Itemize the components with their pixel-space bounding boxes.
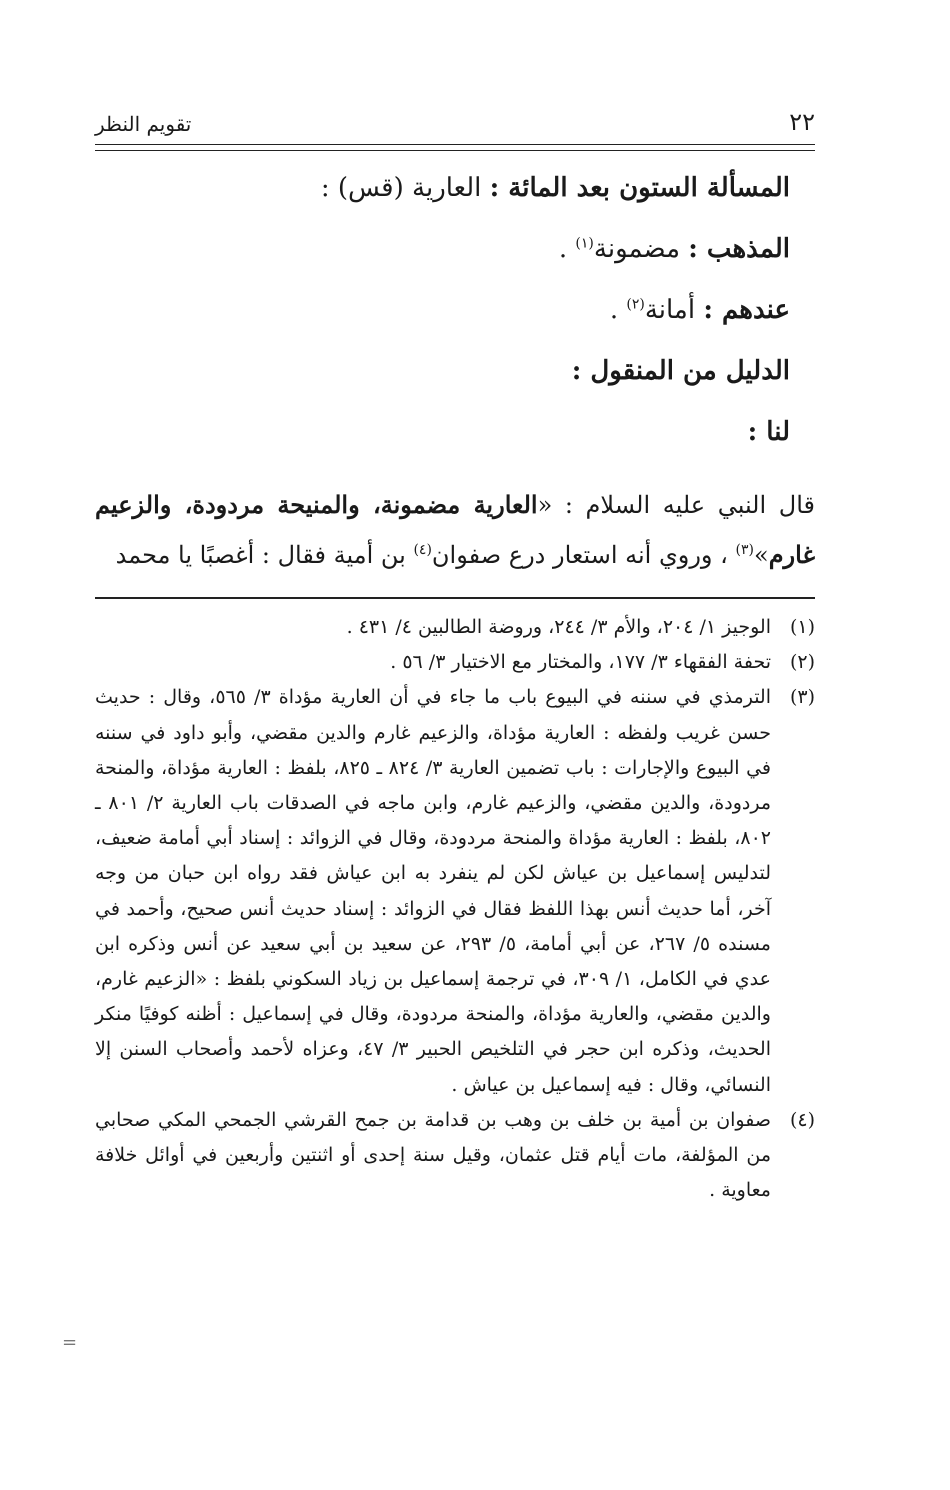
page-number: ٢٢ (789, 108, 815, 136)
footnotes (95, 610, 815, 1208)
footnote-ref-4: (٤) (413, 542, 432, 558)
footnote-item (95, 1103, 815, 1209)
dalil-heading: الدليل من المنقول : (571, 356, 790, 386)
madhhab-line: المذهب : مضمونة$^{(١)}$ . (558, 234, 790, 264)
footnote-ref-2: (٢) (626, 296, 645, 313)
footnote-number: (١) (789, 616, 815, 638)
indahum-text: أمانة (644, 295, 696, 325)
paragraph-intro: قال النبي عليه السلام : « (537, 491, 815, 519)
quote-close: » (754, 541, 769, 569)
footnote-item (95, 680, 815, 1102)
footnote-number: (٢) (789, 651, 815, 674)
footnote-text: الوجيز ١/ ٢٠٤، والأم ٣/ ٢٤٤، وروضة الطالبين ٤/ ٤٣١ . (346, 616, 771, 638)
footnote-item (95, 645, 815, 680)
body-paragraph (95, 480, 815, 580)
indahum-line: عندهم : أمانة$^{(٢)}$ . (609, 295, 790, 325)
madhhab-text: مضمونة (593, 234, 681, 264)
footnote-ref-1: (١) (575, 235, 594, 252)
indahum-label: عندهم : (703, 295, 790, 325)
footnote-text: الترمذي في سننه في البيوع باب ما جاء في أن العارية مؤداة ٣/ ٥٦٥، وقال : حديث حسن غريب ولفظه : العارية مؤداة، والزعيم غارم والدين مقضي، وأبو داود في سننه في البيوع والإجارات : باب تضمين العارية ٣/ ٨٢٤ ـ ٨٢٥، بلفظ : العارية مؤداة، والمنحة مردودة، والدين مقضي، والزعيم غارم، وابن ماجه في الصدقات باب العارية ٢/ ٨٠١ ـ ٨٠٢، بلفظ : العارية مؤداة والمنحة مردودة، وقال في الزوائد : إسناد أبي أمامة ضعيف، لتدليس إسماعيل بن عياش لكن لم ينفرد به ابن عياش فقد رواه ابن حبان من وجه آخر، أما حديث أنس بهذا اللفظ فقال في الزوائد : إسناد حديث أنس صحيح، وأحمد في مسنده ٥/ ٢٦٧، عن أبي أمامة، ٥/ ٢٩٣، عن سعيد بن أبي سعيد عن أنس وذكره ابن عدي في الكامل، ١/ ٣٠٩، في ترجمة إسماعيل بن زياد السكوني بلفظ : «الزعيم غارم، والدين مقضي، والعارية مؤداة، والمنحة مردودة، وقال في إسماعيل : أظنه كوفيًا منكر الحديث، وذكره ابن حجر في التلخيص الحبير ٣/ ٤٧، وعزاه لأحمد وأصحاب السنن إلا النسائي، وقال : فيه إسماعيل بن عياش . (95, 686, 772, 1096)
paragraph-end: بن أمية فقال : أغصبًا يا محمد (115, 541, 414, 569)
question-text: العارية (قس) : (320, 173, 482, 203)
margin-mark: = (62, 1332, 78, 1353)
footnote-ref-3: (٣) (735, 542, 754, 558)
footnote-number: (٣) (789, 686, 815, 709)
footnote-text: صفوان بن أمية بن خلف بن وهب بن قدامة بن جمح القرشي الجمحي المكي صحابي من المؤلفة، مات أيام قتل عثمان، وقيل سنة إحدى أو اثنتين وأربعين في أوائل خلافة معاوية . (95, 1108, 771, 1202)
header-double-rule (95, 144, 815, 151)
footnote-number: (٤) (789, 1108, 815, 1131)
question-heading (95, 170, 790, 206)
paragraph-middle: ، وروي أنه استعار درع صفوان (431, 541, 736, 569)
main-content (95, 170, 790, 475)
question-label: المسألة الستون بعد المائة : (489, 173, 790, 203)
footnote-item (95, 610, 815, 645)
madhhab-label: المذهب : (688, 234, 790, 264)
footnote-separator (95, 597, 815, 599)
page-header (95, 108, 815, 142)
hadith-quote: العارية مضمونة، والمنيحة مردودة، والزعيم غارم (95, 490, 815, 569)
lana-heading: لنا : (747, 417, 790, 447)
running-title: تقويم النظر (95, 112, 192, 136)
footnote-text: تحفة الفقهاء ٣/ ١٧٧، والمختار مع الاختيار ٣/ ٥٦ . (390, 651, 771, 674)
